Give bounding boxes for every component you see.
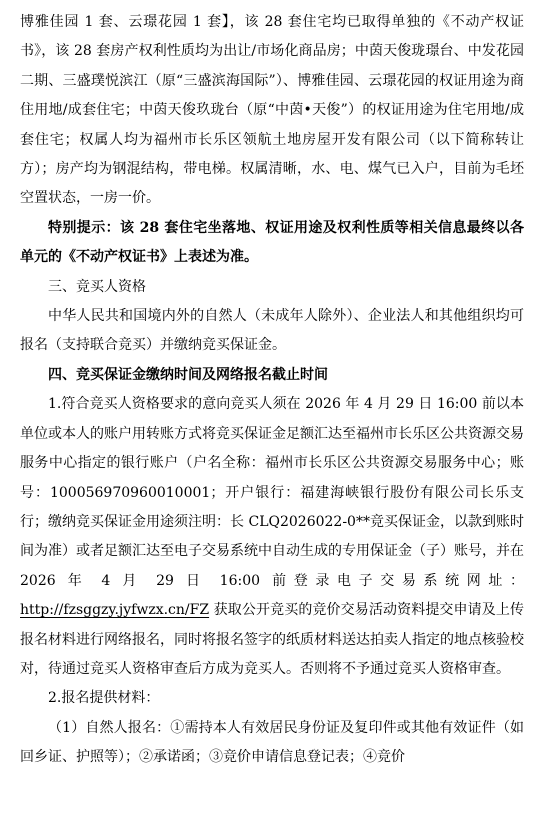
property-description-text-1: 博雅佳园 1 套、云璟花园 1 套】，该 28 套住宅均已取得单独的《不动产权证书》，该 28 套房产权利性质均为出让/市场化商品房；中茵天俊珑璟台、中发花园二期、三盛璞悦滨江（原“三盛滨海国际”）、博雅佳园、云璟花园的权证用途为商住用地/成套住宅；中茵天俊玖珑台（原“中茵 — [20, 14, 524, 119]
section-3-title: 三、竞买人资格 — [48, 278, 146, 295]
item-1-text-c: 获取公开竞买的竞价交易活动资料提交申请及上传报名材料进行网络报名，同时将报名签字的纸质材料送达拍卖人指定的地点核验校对，待通过竞买人资格审查后方成为竞买人。否则将不予通过竞买人资格审查。 — [20, 602, 524, 677]
item-1-text-a: 1.符合竞买人资格要求的意向竞买人须在 2026 年 4 月 29 日 16:00 前以本单位或本人的账户用转账方式将竞买保证金足额汇达至福州市长乐区公共资源交易服务中心指定的银行账户（户名全称：福州市长乐区公共资源交易服务中心；账号： — [20, 396, 524, 501]
item-2-1-text-b: 竞价 — [377, 749, 405, 766]
middle-dot: • — [303, 102, 312, 119]
trading-system-url[interactable]: http://fzsggzy.jyfwzx.cn/FZ — [20, 602, 210, 619]
property-description-paragraph — [20, 8, 524, 214]
section-4-item-1 — [20, 390, 524, 684]
item-2-1-text-a: （1）自然人报名：①需持本人有效居民身份证及复印件或其他有效证件（如回乡证、护照等）；②承诺函；③竞价申请信息登记表； — [20, 719, 524, 766]
section-3-body: 中华人民共和国境内外的自然人（未成年人除外）、企业法人和其他组织均可报名（支持联合竞买）并缴纳竞买保证金。 — [20, 308, 524, 354]
account-number: 10005697096001000 — [49, 484, 202, 501]
section-4-item-2: 2.报名提供材料： — [48, 690, 160, 707]
special-note: 特别提示：该 28 套住宅坐落地、权证用途及权利性质等相关信息最终以各单元的《不动产权证书》上表述为准。 — [20, 219, 524, 266]
section-4-item-2-1 — [20, 714, 524, 773]
section-4-title: 四、竞买保证金缴纳时间及网络报名截止时间 — [48, 366, 328, 383]
property-description-text-2: 天俊”）的权证用途为住宅用地/成套住宅；权属人均为福州市长乐区领航土地房屋开发有限公司（以下简称转让方）；房产均为钢混结构，带电梯。权属清晰，水、电、煤气已入户，目前为毛坯空置状态，一房一价。 — [20, 102, 525, 207]
circled-four: ④ — [363, 749, 377, 766]
item-1-text-b: 1；开户银行：福建海峡银行股份有限公司长乐支行；缴纳竞买保证金用途须注明：长 CLQ2026022-0**竞买保证金，以款到账时间为准）或者足额汇达至电子交易系统中自动生成的专用保证金（子）账号，并在 2026 年 4 月 29 日 16:00 前登录电子交易系统网址： — [20, 484, 524, 589]
